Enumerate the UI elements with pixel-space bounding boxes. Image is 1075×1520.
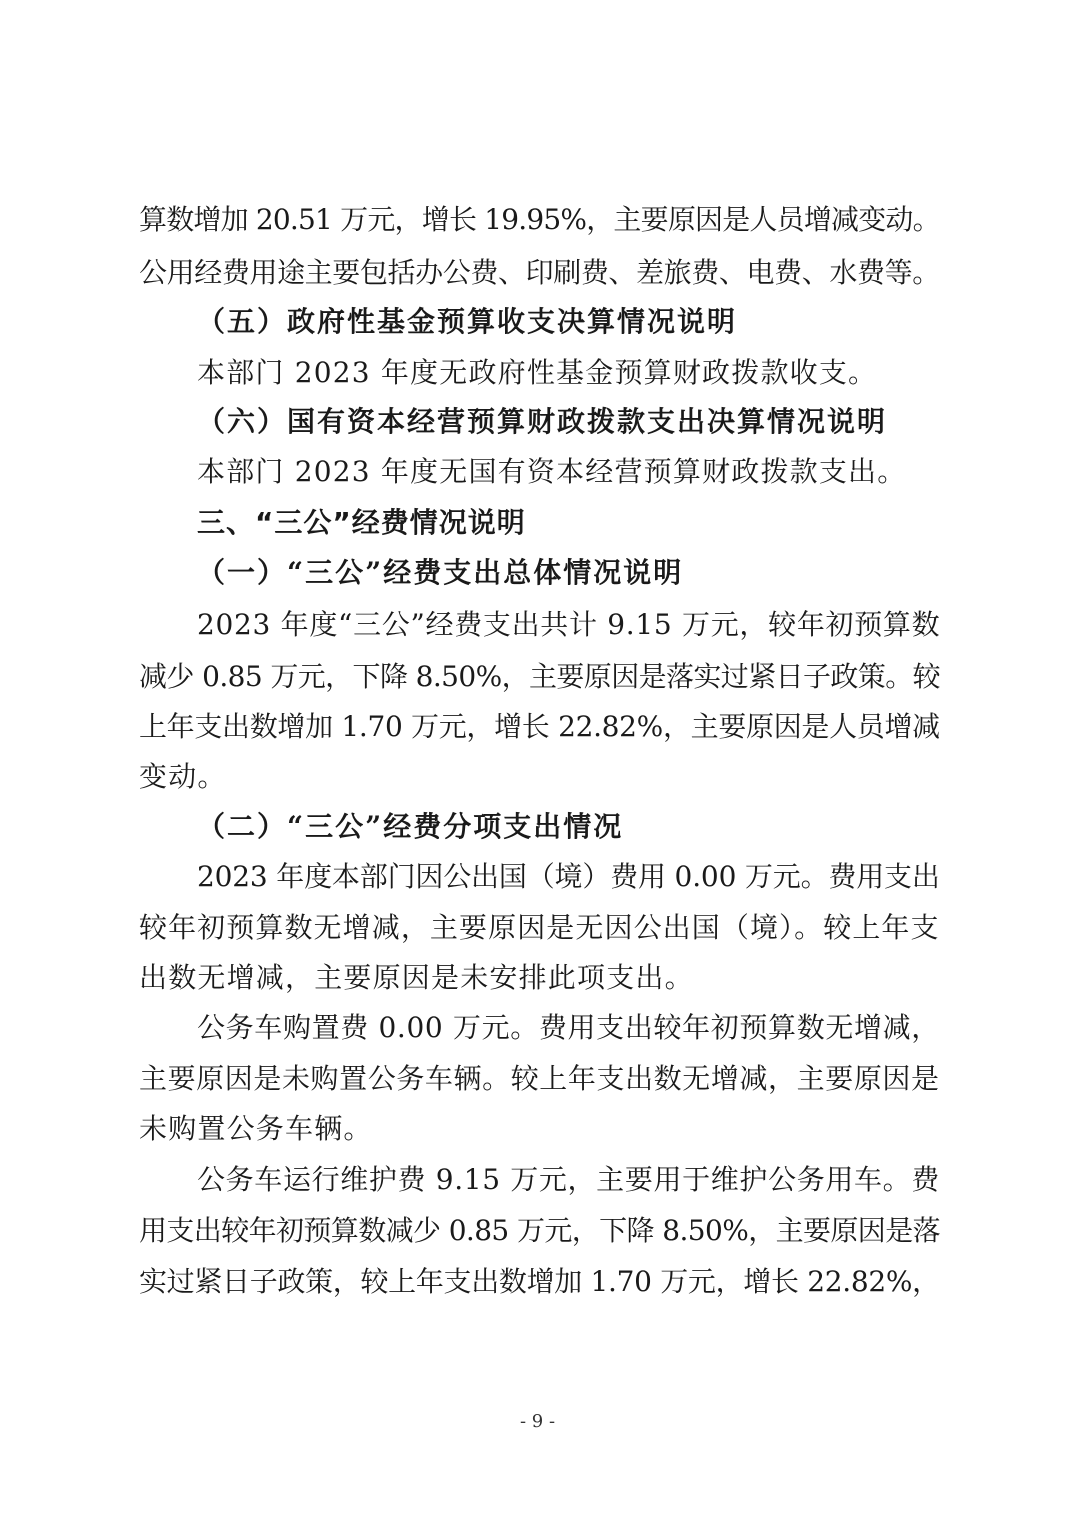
- body-text-line: 减少 0.85 万元，下降 8.50%，主要原因是落实过紧日子政策。较: [139, 660, 940, 693]
- chapter-heading: 三、“三公”经费情况说明: [197, 506, 526, 539]
- body-text-line: 出数无增减，主要原因是未安排此项支出。: [139, 961, 694, 994]
- body-text-line: 主要原因是未购置公务车辆。较上年支出数无增减，主要原因是: [139, 1062, 940, 1095]
- body-text-line: 上年支出数增加 1.70 万元，增长 22.82%，主要原因是人员增减: [139, 710, 940, 743]
- body-text-line: 本部门 2023 年度无政府性基金预算财政拨款收支。: [197, 356, 878, 389]
- page-number: - 9 -: [519, 1411, 556, 1432]
- body-text-line: 较年初预算数无增减，主要原因是无因公出国（境）。较上年支: [139, 911, 940, 944]
- section-heading: （二）“三公”经费分项支出情况: [197, 810, 624, 843]
- body-text-line: 用支出较年初预算数减少 0.85 万元，下降 8.50%，主要原因是落: [139, 1214, 940, 1247]
- body-text-line: 公用经费用途主要包括办公费、印刷费、差旅费、电费、水费等。: [139, 256, 940, 289]
- body-text-line: 公务车运行维护费 9.15 万元，主要用于维护公务用车。费: [197, 1163, 940, 1196]
- body-text-line: 算数增加 20.51 万元，增长 19.95%，主要原因是人员增减变动。: [139, 203, 940, 236]
- body-text-line: 本部门 2023 年度无国有资本经营预算财政拨款支出。: [197, 455, 907, 488]
- section-heading: （五）政府性基金预算收支决算情况说明: [197, 305, 738, 338]
- body-text-line: 2023 年度本部门因公出国（境）费用 0.00 万元。费用支出: [197, 860, 940, 893]
- body-text-line: 实过紧日子政策，较上年支出数增加 1.70 万元，增长 22.82%，: [139, 1265, 940, 1298]
- body-text-line: 未购置公务车辆。: [139, 1112, 373, 1145]
- body-text-line: 公务车购置费 0.00 万元。费用支出较年初预算数无增减，: [197, 1011, 940, 1044]
- section-heading: （六）国有资本经营预算财政拨款支出决算情况说明: [197, 405, 888, 438]
- body-text-line: 2023 年度“三公”经费支出共计 9.15 万元，较年初预算数: [197, 608, 941, 641]
- body-text-line: 变动。: [139, 760, 227, 793]
- section-heading: （一）“三公”经费支出总体情况说明: [197, 556, 684, 589]
